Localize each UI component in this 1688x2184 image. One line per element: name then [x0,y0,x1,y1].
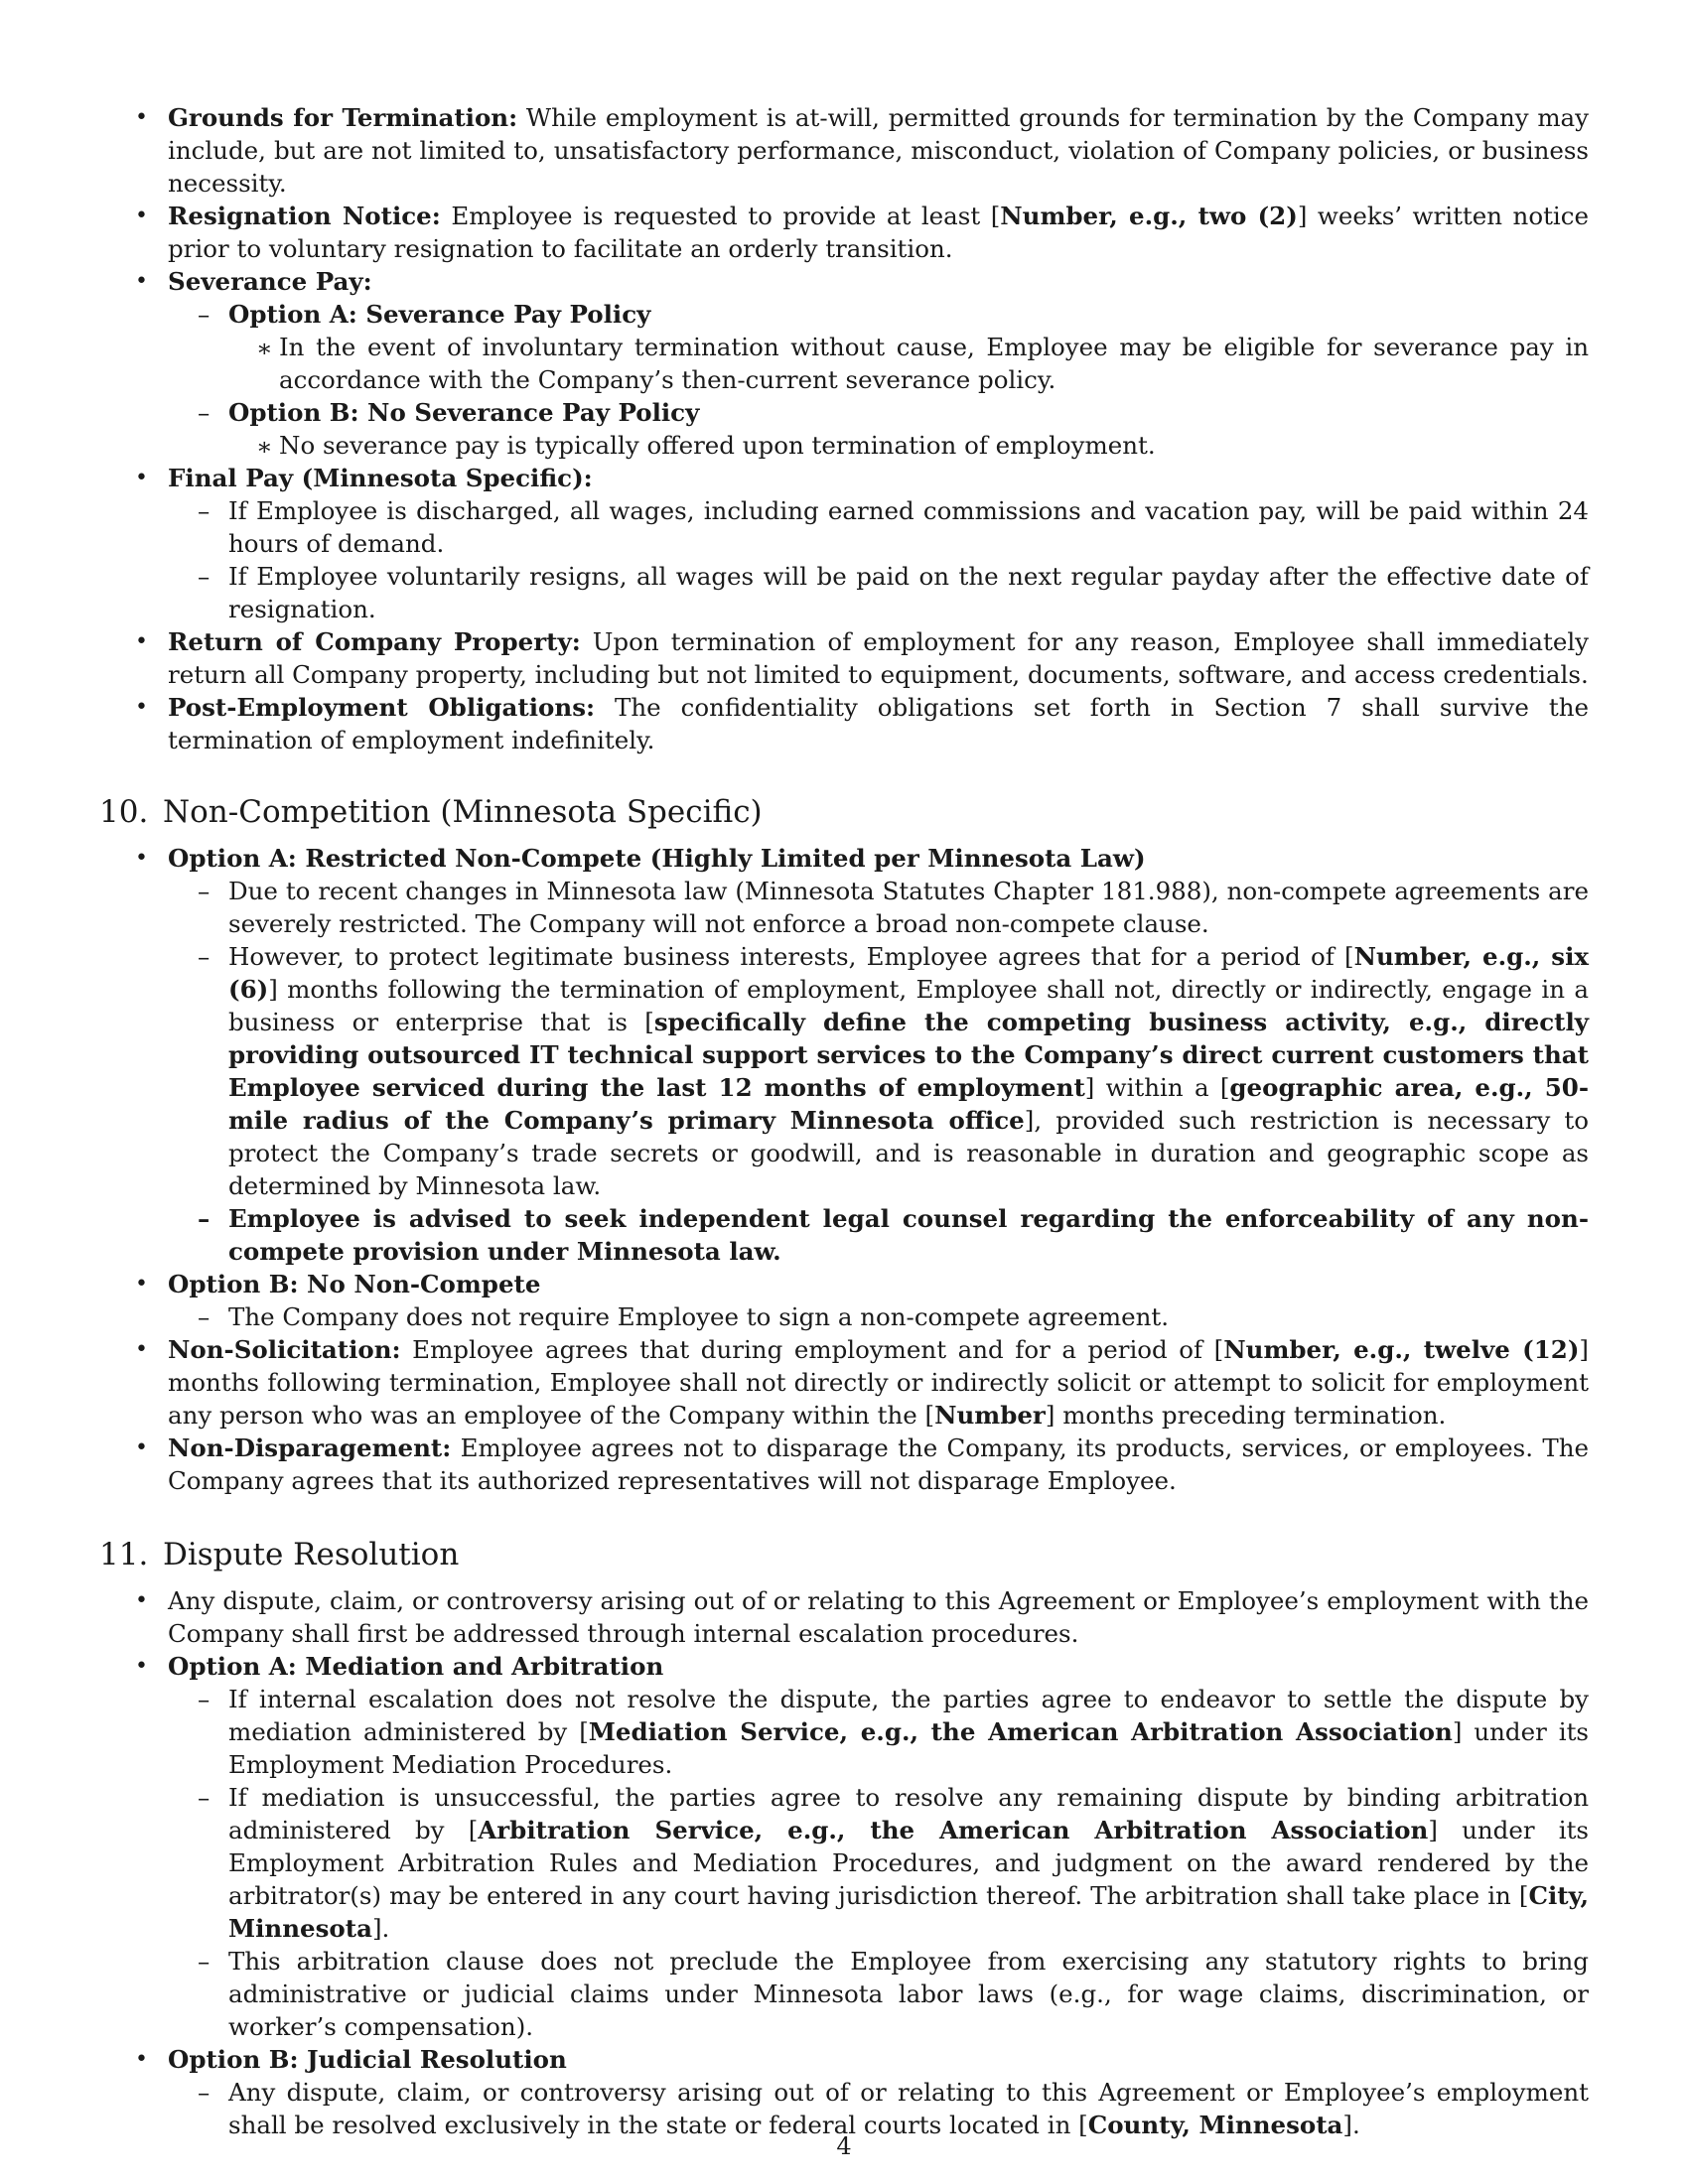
list-item: • Grounds for Termination: While employment is at-will, permitted grounds for termination by the Company may include, but are not limited to, unsatisfactory performance, misconduct, violation of Company policies, or business necessity. [99,101,1589,200]
list-item [99,2043,1589,2141]
termination-list [99,101,1589,756]
subsublist [228,429,1589,462]
item-label: Option A: Restricted Non-Compete (Highly Limited per Minnesota Law) [168,844,1146,873]
section11-list [99,1584,1589,2141]
list-item [99,265,1589,462]
placeholder: City, Minnesota [228,1881,1589,1943]
item-label: Resignation Notice: [168,202,441,230]
sublist-item: – If mediation is unsuccessful, the parties agree to resolve any remaining dispute by binding arbitration administered by [Arbitration Service, e.g., the American Arbitration Association] under its Employment Arbitration Rules and Mediation Procedures, and judgment on the award rendered by the arbitrator(s) may be entered in any court having jurisdiction thereof. The arbitration shall take place in [City, Minnesota]. [168,1781,1589,1945]
sublist [168,875,1589,1268]
list-item [99,1268,1589,1333]
item-label: Option B: Judicial Resolution [168,2045,567,2074]
item-label: Post-Employment Obligations: [168,693,596,722]
sublist-item: – This arbitration clause does not preclude the Employee from exercising any statutory rights to bring administrative or judicial claims under Minnesota labor laws (e.g., for wage claims, discrimination, or worker’s compensation). [168,1945,1589,2043]
list-item [99,462,1589,625]
placeholder: Number [934,1401,1046,1430]
placeholder: Number, e.g., six (6) [228,942,1589,1004]
list-item [99,1650,1589,2043]
sublist-item: – However, to protect legitimate business interests, Employee agrees that for a period of [Number, e.g., six (6)] months following the termination of employment, Employee shall not, directly or indirectly, engage in a business or enterprise that is [specifically define the competing business activity, e.g., directly providing outsourced IT technical support services to the Company’s direct current customers that Employee serviced during the last 12 months of employment] within a [geographic area, e.g., 50-mile radius of the Company’s primary Minnesota office], provided such restriction is necessary to protect the Company’s trade secrets or goodwill, and is reasonable in duration and geographic scope as determined by Minnesota law. [168,940,1589,1202]
placeholder: specifically define the competing business activity, e.g., directly providing outsourced IT technical support services to the Company’s direct current customers that Employee serviced during the last 12 months of employment [228,1008,1589,1102]
sublist [168,494,1589,625]
item-label: Grounds for Termination: [168,103,518,132]
placeholder: Number, e.g., twelve (12) [1223,1335,1580,1364]
placeholder: Arbitration Service, e.g., the American Arbitration Association [478,1816,1429,1844]
item-label: Final Pay (Minnesota Specific): [168,464,593,492]
sublist-item: – Any dispute, claim, or controversy arising out of or relating to this Agreement or Employee’s employment shall be resolved exclusively in the state or federal courts located in [County, Minnesota]. [168,2076,1589,2141]
sublist [168,1683,1589,2043]
item-label: Severance Pay: [168,267,372,296]
section-heading-10: 10. Non-Competition (Minnesota Specific) [99,794,763,830]
page-number: 4 [836,2132,852,2160]
sublist-item: – If Employee voluntarily resigns, all wages will be paid on the next regular payday after the effective date of resignation. [168,560,1589,625]
section10-list [99,842,1589,1497]
sublist-item: – If internal escalation does not resolve the dispute, the parties agree to endeavor to settle the dispute by mediation administered by [Mediation Service, e.g., the American Arbitration Association] under its Employment Mediation Procedures. [168,1683,1589,1781]
sublist-item: – Employee is advised to seek independent legal counsel regarding the enforceability of any non-compete provision under Minnesota law. [168,1202,1589,1268]
sublist [168,1300,1589,1333]
placeholder: Mediation Service, e.g., the American Arbitration Association [588,1717,1453,1746]
sublist-item: – The Company does not require Employee to sign a non-compete agreement. [168,1300,1589,1333]
list-item: • Resignation Notice: Employee is requested to provide at least [Number, e.g., two (2)] weeks’ written notice prior to voluntary resignation to facilitate an orderly transition. [99,200,1589,265]
placeholder: geographic area, e.g., 50-mile radius of the Company’s primary Minnesota office [228,1073,1589,1135]
placeholder: County, Minnesota [1087,2111,1343,2139]
list-item: • Any dispute, claim, or controversy arising out of or relating to this Agreement or Employee’s employment with the Company shall first be addressed through internal escalation procedures. [99,1584,1589,1650]
sublist [168,298,1589,462]
sublist-item: – Option B: No Severance Pay Policy ∗ No severance pay is typically offered upon termination of employment. [168,396,1589,462]
sublist-item: – Due to recent changes in Minnesota law (Minnesota Statutes Chapter 181.988), non-compete agreements are severely restricted. The Company will not enforce a broad non-compete clause. [168,875,1589,940]
placeholder: Number, e.g., two (2) [1000,202,1298,230]
subsublist-item: ∗ No severance pay is typically offered upon termination of employment. [228,429,1589,462]
item-label: Option A: Mediation and Arbitration [168,1652,664,1681]
item-label: Non-Disparagement: [168,1433,452,1462]
item-label: Non-Solicitation: [168,1335,401,1364]
list-item: • Post-Employment Obligations: The confidentiality obligations set forth in Section 7 shall survive the termination of employment indefinitely. [99,691,1589,756]
subsublist [228,331,1589,396]
sublist-item: – Option A: Severance Pay Policy ∗ In the event of involuntary termination without cause, Employee may be eligible for severance pay in accordance with the Company’s then-current severance policy. [168,298,1589,396]
list-item: • Non-Solicitation: Employee agrees that during employment and for a period of [Number, e.g., twelve (12)] months following termination, Employee shall not directly or indirectly solicit or attempt to solicit for employment any person who was an employee of the Company within the [Number] months preceding termination. [99,1333,1589,1432]
sublist-item: – If Employee is discharged, all wages, including earned commissions and vacation pay, will be paid within 24 hours of demand. [168,494,1589,560]
item-label: Return of Company Property: [168,627,581,656]
list-item [99,842,1589,1268]
item-label: Option B: No Non-Compete [168,1270,541,1298]
list-item: • Non-Disparagement: Employee agrees not to disparage the Company, its products, services, or employees. The Company agrees that its authorized representatives will not disparage Employee. [99,1432,1589,1497]
subsublist-item: ∗ In the event of involuntary termination without cause, Employee may be eligible for severance pay in accordance with the Company’s then-current severance policy. [228,331,1589,396]
document-page [99,101,1589,2141]
list-item: • Return of Company Property: Upon termination of employment for any reason, Employee shall immediately return all Company property, including but not limited to equipment, documents, software, and access credentials. [99,625,1589,691]
section-heading-11: 11. Dispute Resolution [99,1537,460,1572]
